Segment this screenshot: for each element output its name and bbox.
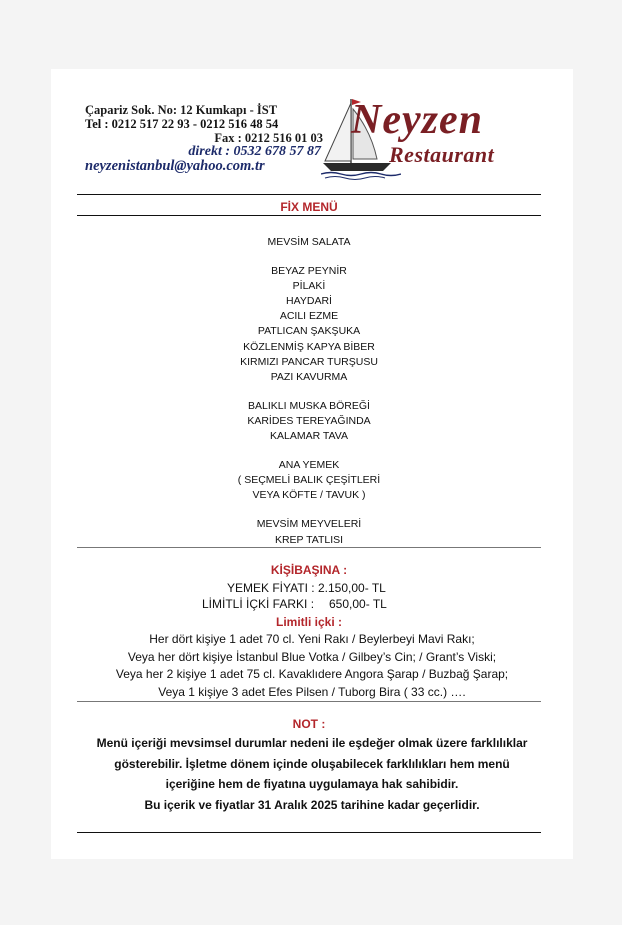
brand-subtitle: Restaurant <box>389 142 495 167</box>
note-line: Bu içerik ve fiyatlar 31 Aralık 2025 tarihine kadar geçerlidir. <box>144 797 480 812</box>
brand-name: Neyzen <box>351 97 483 143</box>
menu-item: PİLAKİ <box>292 280 326 293</box>
direct-phone: direkt : 0532 678 57 87 <box>188 144 321 159</box>
menu-item: KALAMAR TAVA <box>270 430 348 443</box>
menu-item: ANA YEMEK <box>278 459 340 472</box>
menu-spacer <box>77 385 541 399</box>
email: neyzenistanbul@yahoo.com.tr <box>85 158 265 174</box>
brand-logo <box>351 97 531 167</box>
note-line: gösterebilir. İşletme dönem içinde oluşabilecek farklılıkları hem menü <box>114 756 510 771</box>
fix-menu-list <box>77 235 541 548</box>
menu-item: ( SEÇMELİ BALIK ÇEŞİTLERİ <box>237 474 381 487</box>
fix-menu-title: FİX MENÜ <box>280 200 338 214</box>
food-price-value: 2.150,00- TL <box>318 581 386 595</box>
menu-page <box>51 69 573 859</box>
drinks-divider <box>77 701 541 702</box>
menu-item: HAYDARİ <box>286 295 332 308</box>
limited-drinks-title: Limitli içki : <box>275 615 342 629</box>
menu-item: KREP TATLISI <box>274 533 344 546</box>
menu-item: PATLICAN ŞAKŞUKA <box>257 325 361 338</box>
menu-item: PAZI KAVURMA <box>270 370 348 383</box>
menu-item: KARİDES TEREYAĞINDA <box>247 414 371 427</box>
note-line: içeriğine hem de fiyatına uygulamaya hak sahibidir. <box>165 777 459 791</box>
menu-divider <box>77 547 541 548</box>
drink-line: Her dört kişiye 1 adet 70 cl. Yeni Rakı / Beylerbeyi Mavi Rakı; <box>149 632 475 646</box>
menu-item: BALIKLI MUSKA BÖREĞİ <box>248 399 370 412</box>
footer-divider <box>77 832 541 833</box>
menu-item: BEYAZ PEYNİR <box>271 265 347 278</box>
per-person-title: KİŞİBAŞINA : <box>270 563 348 577</box>
drink-line: Veya 1 kişiye 3 adet Efes Pilsen / Tuborg Bira ( 33 cc.) …. <box>158 684 466 699</box>
menu-item: MEVSİM SALATA <box>267 236 351 248</box>
note-title: NOT : <box>292 717 326 731</box>
note-line: Menü içeriği mevsimsel durumlar nedeni ile eşdeğer olmak üzere farklılıklar <box>96 736 528 750</box>
menu-item: MEVSİM MEYVELERİ <box>256 518 362 531</box>
drink-line: Veya her dört kişiye İstanbul Blue Votka / Gilbey’s Cin; / Grant’s Viski; <box>127 649 497 664</box>
menu-item: KÖZLENMİŞ KAPYA BİBER <box>243 340 375 353</box>
menu-spacer <box>77 250 541 264</box>
telephone: Tel : 0212 517 22 93 - 0212 516 48 54 <box>85 117 279 131</box>
drink-line: Veya her 2 kişiye 1 adet 75 cl. Kavaklıdere Angora Şarap / Buzbağ Şarap; <box>115 667 509 681</box>
drink-price-value: 650,00- TL <box>329 597 387 611</box>
menu-spacer <box>77 503 541 517</box>
food-price-label: YEMEK FİYATI : <box>227 581 315 595</box>
contact-block <box>85 103 325 173</box>
menu-item: VEYA KÖFTE / TAVUK ) <box>252 489 366 502</box>
menu-spacer <box>77 444 541 458</box>
menu-item: KIRMIZI PANCAR TURŞUSU <box>240 355 378 368</box>
header-divider <box>77 194 541 195</box>
menu-item: ACILI EZME <box>279 310 339 323</box>
drink-price-label: LİMİTLİ İÇKİ FARKI : <box>202 597 315 611</box>
note-text <box>71 733 553 815</box>
fax: Fax : 0212 516 01 03 <box>214 131 323 145</box>
address: Çapariz Sok. No: 12 Kumkapı - İST <box>85 103 278 117</box>
title-divider <box>77 215 541 216</box>
